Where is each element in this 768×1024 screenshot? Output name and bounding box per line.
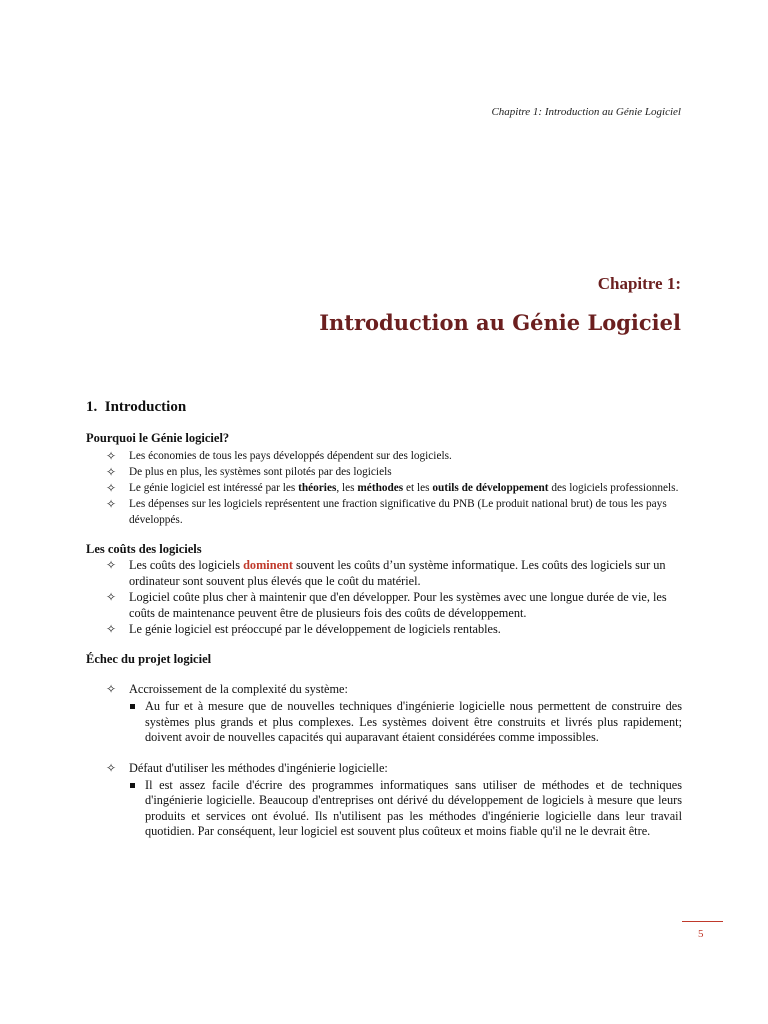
list-item: ✧ Le génie logiciel est intéressé par les théories, les méthodes et les outils de développement des logiciels professionnels.	[106, 481, 679, 495]
chapter-title: Introduction au Génie Logiciel	[319, 310, 681, 335]
list-item: ✧ Les coûts des logiciels dominent souvent les coûts d’un système informatique. Les coûts des logiciels sur un ordinateur sont souvent plus élevés que le coût du matériel.	[106, 558, 666, 588]
failure-heading: Échec du projet logiciel	[86, 652, 212, 666]
running-header: Chapitre 1: Introduction au Génie Logiciel	[491, 106, 681, 118]
diamond-outline-icon: ✧	[106, 465, 117, 479]
why-list	[86, 448, 682, 528]
costs-heading: Les coûts des logiciels	[86, 542, 202, 556]
diamond-outline-icon: ✧	[106, 449, 117, 463]
square-icon	[130, 783, 135, 788]
diamond-outline-icon: ✧	[106, 590, 117, 604]
diamond-outline-icon: ✧	[106, 558, 117, 572]
sub-list	[129, 778, 682, 840]
section-title: Introduction	[104, 399, 187, 415]
diamond-outline-icon: ✧	[106, 497, 117, 511]
list-item: ✧ De plus en plus, les systèmes sont pilotés par des logiciels	[106, 465, 392, 479]
diamond-outline-icon: ✧	[106, 682, 117, 696]
section-heading	[86, 396, 682, 426]
list-item: ✧ Accroissement de la complexité du système: Au fur et à mesure que de nouvelles techniques d'ingénierie logicielle nous permettent de construire des systèmes plus grands et plus complexes. Les systèmes doivent être construits et livrés plus rapidement; doivent avoir de nouvelles capacités qui auparavant étaient considérées comme impossibles.	[106, 682, 682, 744]
diamond-outline-icon: ✧	[106, 622, 117, 636]
diamond-outline-icon: ✧	[106, 481, 117, 495]
square-icon	[130, 704, 135, 709]
list-item: ✧ Logiciel coûte plus cher à maintenir que d'en développer. Pour les systèmes avec une longue durée de vie, les coûts de maintenance peuvent être de plusieurs fois des coûts de développement.	[106, 590, 667, 620]
costs-list	[86, 557, 682, 637]
footer-divider	[682, 921, 723, 922]
highlight-word: dominent	[243, 558, 293, 572]
page-number: 5	[698, 928, 704, 940]
list-item: ✧ Les économies de tous les pays développés dépendent sur des logiciels.	[106, 449, 452, 463]
diamond-outline-icon: ✧	[106, 760, 117, 775]
sub-list	[129, 699, 682, 746]
why-heading: Pourquoi le Génie logiciel?	[86, 431, 230, 445]
chapter-label: Chapitre 1:	[597, 274, 681, 293]
section-number: 1.	[86, 399, 98, 415]
page-content	[86, 396, 682, 840]
sub-list-item: Au fur et à mesure que de nouvelles techniques d'ingénierie logicielle nous permettent de construire des systèmes plus grands et plus complexes. Les systèmes doivent être construits et livrés plus rapidement; doivent avoir de nouvelles capacités qui auparavant étaient considérées comme impossibles.	[145, 699, 682, 746]
sub-list-item: Il est assez facile d'écrire des programmes informatiques sans utiliser de méthodes et de techniques d'ingénierie logicielle. Beaucoup d'entreprises ont dérivé du développement de logiciels à mesure que leurs produits et services ont évolué. Ils n'utilisent pas les méthodes d'ingénierie logicielle dans leur travail quotidien. Par conséquent, leur logiciel est souvent plus coûteux et moins fiable qu'il ne le devrait être.	[145, 778, 682, 840]
failure-list	[86, 681, 682, 840]
list-item: ✧ Le génie logiciel est préoccupé par le développement de logiciels rentables.	[106, 622, 501, 636]
list-item: ✧ Les dépenses sur les logiciels représentent une fraction significative du PNB (Le produit national brut) de tous les pays développés.	[106, 497, 667, 526]
list-item: ✧ Défaut d'utiliser les méthodes d'ingénierie logicielle: Il est assez facile d'écrire des programmes informatiques sans utiliser de méthodes et de techniques d'ingénierie logicielle. Beaucoup d'entreprises ont dérivé du développement de logiciels à mesure que leurs produits et services ont évolué. Ils n'utilisent pas les méthodes d'ingénierie logicielle dans leur travail quotidien. Par conséquent, leur logiciel est souvent plus coûteux et moins fiable qu'il ne le devrait être.	[106, 760, 682, 838]
